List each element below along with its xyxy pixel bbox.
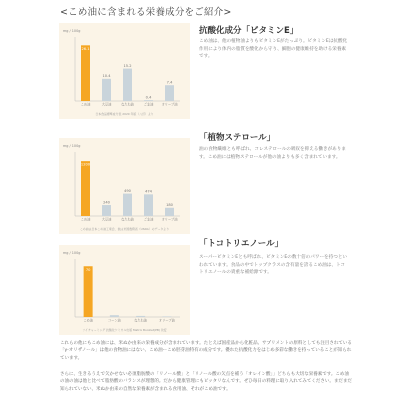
- tocotrienol-chart: [59, 245, 190, 335]
- chart-category-label: なたね油: [121, 102, 134, 107]
- chart-category-label: コーン油: [108, 318, 121, 323]
- chart-source-note: こめ油は日本こめ油工業会、他は米国農務省（USDA）のデータより: [79, 227, 170, 231]
- chart-bar: [81, 45, 90, 101]
- section-title-plant-sterol: 「植物ステロール」: [199, 133, 276, 143]
- chart-value-label: 490: [124, 189, 131, 193]
- chart-category-label: こめ油: [80, 217, 91, 222]
- chart-bar: [102, 79, 111, 101]
- plant-sterol-chart: [59, 138, 190, 234]
- chart-value-label: 1200: [80, 162, 91, 167]
- chart-bar: [110, 315, 119, 317]
- chart-bar: [165, 208, 174, 216]
- chart-category-label: オリーブ油: [161, 102, 178, 107]
- chart-category-label: オリーブ油: [161, 217, 178, 222]
- chart-category-label: こめ油: [83, 318, 93, 323]
- chart-value-label: 10.4: [102, 74, 111, 79]
- chart-value-label: 26.1: [81, 46, 90, 51]
- chart-value-label: 70: [85, 267, 91, 272]
- chart-category-label: 大豆油: [101, 102, 112, 107]
- chart-bar: [162, 316, 171, 317]
- chart-unit-label: mg / 100g: [63, 29, 81, 33]
- chart-value-label: 0.4: [145, 95, 152, 100]
- section-text-plant-sterol: 油の食物繊維とも呼ばれ、コレステロールの吸収を抑える働きがあります。こめ油には植物ステロールが他の油よりも多く含まれています。: [199, 147, 346, 160]
- chart-bar: [84, 266, 93, 317]
- chart-bar: [136, 316, 145, 317]
- chart-source-note: ソイチャーミング 抗酸化ケミカル出版 Matrix Booklet(PB) 改変: [82, 328, 167, 332]
- chart-value-label: 180: [166, 203, 173, 208]
- section-text-vitamin-e: こめ油は、他の植物油よりもビタミンEがたっぷり。ビタミンEは抗酸化作用により体内の脂質を酸化から守り、細胞の健康維持を助ける栄養素です。: [199, 39, 348, 60]
- chart-value-label: 474: [145, 189, 152, 194]
- chart-category-label: なたね油: [134, 318, 147, 323]
- section-title-tocotrienol: 「トコトリエノール」: [199, 239, 284, 249]
- chart-category-label: なたね油: [121, 217, 134, 222]
- section-title-vitamin-e: 抗酸化成分「ビタミンE」: [199, 26, 299, 36]
- plant-sterol-chart-panel: [59, 138, 190, 234]
- chart-bar: [102, 205, 111, 216]
- chart-source-note: 日本食品標準成分表 2020 年版（八訂）より: [95, 112, 154, 116]
- chart-category-label: 大豆油: [101, 217, 112, 222]
- chart-unit-label: mg / 100g: [63, 251, 81, 255]
- chart-value-label: 240: [103, 200, 110, 205]
- chart-category-label: オリーブ油: [158, 318, 175, 323]
- vitamin-e-chart-panel: [59, 23, 190, 119]
- page-heading: <こめ油に含まれる栄養成分をご紹介>: [60, 7, 232, 18]
- chart-bar: [123, 194, 132, 216]
- chart-bar: [123, 69, 132, 101]
- chart-value-label: 7.4: [166, 80, 173, 85]
- chart-unit-label: mg / 100g: [63, 144, 81, 148]
- footer-paragraph-1: これらの他にもこめ油には、米ぬか由来の栄養成分が含まれています。たとえば国産品から化粧品、サプリメントの原料としても注目されている「γ-オリザノール」は他の食物油にはない、こめ油ーこめ胚芽油特有の成分です。優れた抗酸化力をはじめ多彩な働きを持っていることが知られています。: [60, 341, 352, 361]
- chart-category-label: ごま油: [143, 102, 154, 107]
- chart-bar: [144, 194, 153, 216]
- footer-paragraph-2: さらに、生きるうえで欠かせない必須脂肪酸の「リノール酸」と「リノール酸の欠点を補う「オレイン酸」」どちらも大切な栄養素です。こめ油の油の油は他と比べて脂肪酸のバランスが理想的。だから健康管理にもピッタリなんです。ぜひ毎日の料理に取り入れてみてください。まだまだ知られていない、米ぬか由来の自然な栄養素が含まれる食用油、それがこめ油です。: [60, 372, 352, 392]
- vitamin-e-chart: [59, 23, 190, 119]
- chart-category-label: ごま油: [143, 217, 154, 222]
- chart-value-label: 15.2: [123, 63, 132, 68]
- chart-category-label: こめ油: [80, 102, 91, 107]
- section-text-tocotrienol: スーパービタミンEとも呼ばれ、ビタミンEの数十倍のパワーを持つといわれています。食品の中でトップクラスの含有量を誇るこめ油は、トコトリエノールの貴重な補給源です。: [199, 255, 348, 276]
- chart-bar: [165, 85, 174, 101]
- chart-bar: [81, 161, 90, 216]
- chart-bar: [144, 100, 153, 101]
- tocotrienol-chart-panel: [59, 245, 190, 335]
